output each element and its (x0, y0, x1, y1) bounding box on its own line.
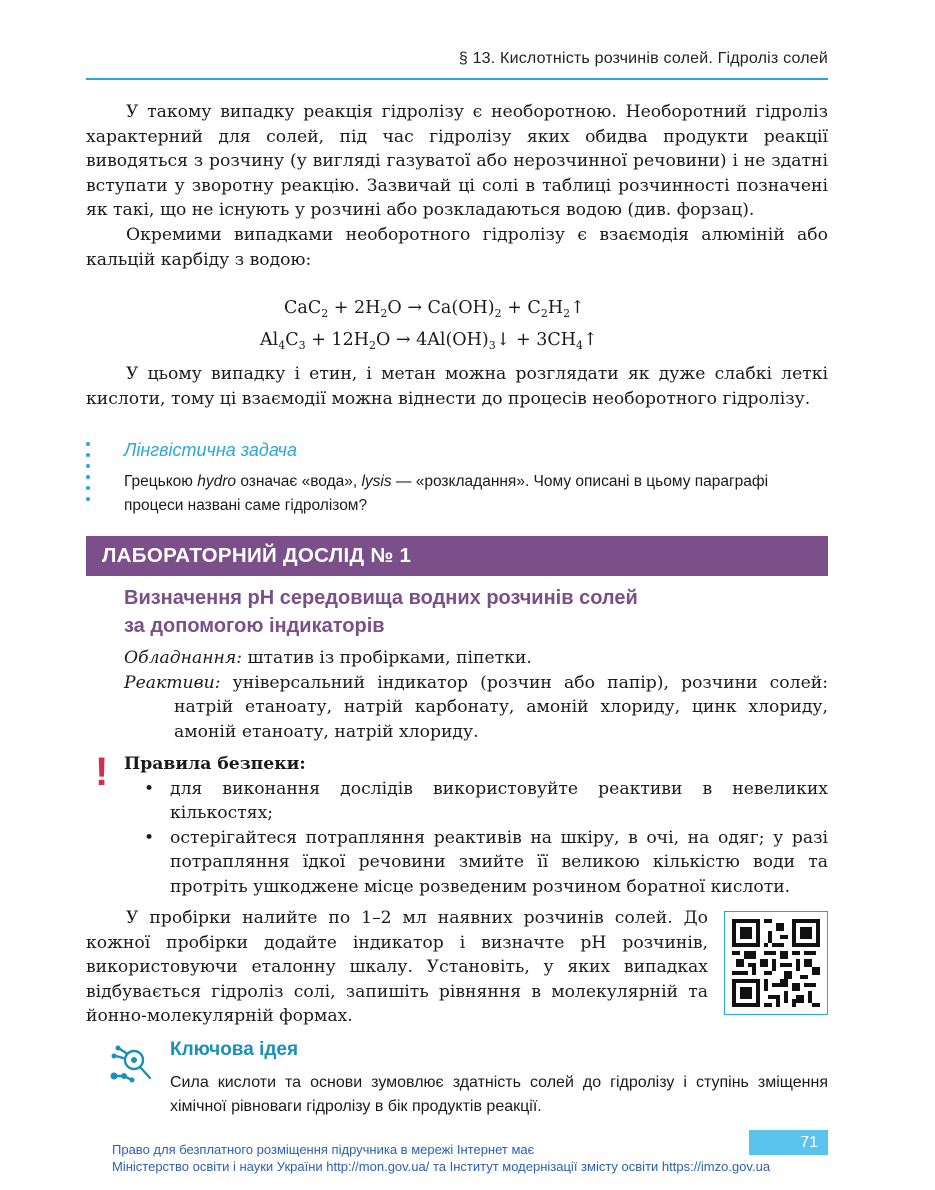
safety-title: Правила безпеки: (124, 754, 306, 774)
after-equations-text (86, 362, 828, 411)
safety-rules (124, 752, 828, 900)
equation-calcium-carbide: $CaC_2 + 2H_2O \to Ca(OH)_2$ + $C_2H_2↑$ (284, 298, 585, 320)
linguistic-task-title: Лінгвістична задача (124, 440, 298, 460)
magnifier-atom-icon (110, 1044, 156, 1090)
safety-rule-item: • остерігайтеся потрапляння реактивів на шкіру, в очі, на одяг; у разі потрапляння їдкої речовини змийте її великою кількістю води та протріть ушкоджене місце розведеним розчином боратної кислоти. (144, 827, 828, 897)
qr-code-icon[interactable] (724, 911, 828, 1015)
key-idea-title: Ключова ідея (170, 1039, 299, 1060)
equation-aluminium-carbide: $Al_4C_3 + 12H_2O$ → $4Al(OH)_3↓$ + $3CH_4↑$ (260, 330, 598, 352)
header-divider (86, 78, 828, 80)
footer-line-1: Право для безплатного розміщення підручника в мережі Інтернет має (112, 1142, 535, 1157)
intro-paragraph-1: У такому випадку реакція гідролізу є необоротною. Необоротний гідроліз характерний для солей, під час гідролізу яких обидва продукти реакції виводяться з розчину (у вигляді газуватої або нерозчинної речовини) і не здатні вступати у зворотну реакцію. Зазвичай ці солі в таблиці розчинності позначені як такі, що не існують у розчині або розкладаються водою (див. форзац). (86, 102, 828, 221)
footer-line-2: Міністерство освіти і науки України http://mon.gov.ua/ та Інститут модернізації змісту освіти https://imzo.gov.ua (112, 1159, 771, 1174)
lab-heading-bar: ЛАБОРАТОРНИЙ ДОСЛІД № 1 (86, 536, 828, 576)
linguistic-task-text: Грецькою hydro означає «вода», lysis — «розкладання». Чому описані в цьому параграфі процеси названі саме гідролізом? (124, 473, 769, 514)
reagents-line: Реактиви: універсальний індикатор (розчин або папір), розчини солей: натрій етаноату, натрій карбонату, амоній хлориду, цинк хлориду, амоній етаноату, натрій хлориду. (124, 672, 828, 742)
lab-title: Визначення pH середовища водних розчинів солей за допомогою індикаторів (124, 587, 638, 637)
warning-exclamation-icon: ! (95, 750, 109, 794)
page-number: 71 (749, 1130, 828, 1155)
footer-copyright (112, 1141, 832, 1175)
intro-text (86, 100, 828, 272)
lab-materials (124, 646, 828, 744)
intro-paragraph-2: Окремими випадками необоротного гідролізу є взаємодія алюміній або кальцій карбіду з водою: (86, 224, 828, 270)
equipment-line: Обладнання: штатив із пробірками, піпетки. (124, 648, 532, 668)
word-hydro: hydro (197, 473, 237, 490)
dotted-marker (86, 442, 92, 508)
intro-paragraph-3: У цьому випадку і етин, і метан можна розглядати як дуже слабкі леткі кислоти, тому ці взаємодії можна віднести до процесів необоротного гідролізу. (86, 364, 828, 409)
key-idea-text: Сила кислоти та основи зумовлює здатність солей до гідролізу і ступінь зміщення хімічної рівноваги гідролізу в бік продуктів реакції. (170, 1074, 828, 1115)
safety-rule-item: • для виконання дослідів використовуйте реактиви в невеликих кількостях; (144, 778, 828, 824)
running-header: § 13. Кислотність розчинів солей. Гідроліз солей (458, 50, 828, 67)
word-lysis: lysis (361, 473, 392, 490)
experiment-instructions: У пробірки налийте по 1–2 мл наявних розчинів солей. До кожної пробірки додайте індикатор і визначте pH розчинів, використовуючи еталонну шкалу. Установіть, у яких випадках відбувається гідроліз солі, запишіть рівняння в молекулярній та йонно-молекулярній формах. (86, 908, 708, 1027)
